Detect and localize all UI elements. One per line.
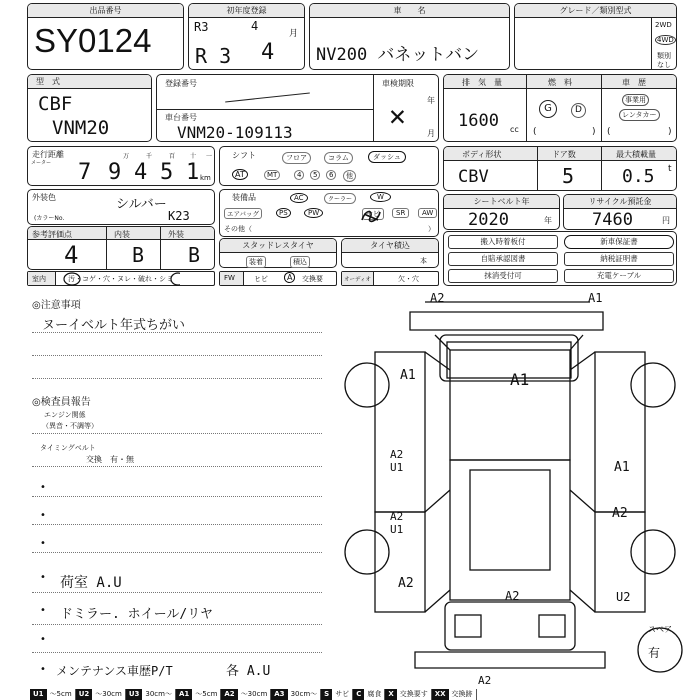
color-code: K23	[168, 209, 190, 223]
legend-desc-u1: ～5cm	[47, 689, 76, 700]
grade-drive-divider	[651, 18, 652, 70]
body-divider-2	[601, 147, 602, 191]
spare-value: 有	[648, 646, 661, 660]
shift-label: シフト	[232, 151, 256, 160]
car-name-box	[309, 3, 510, 70]
displacement-unit: cc	[510, 125, 519, 134]
interior-score: B	[132, 243, 145, 267]
usage-rental: レンタカー	[619, 109, 660, 121]
legend-code-a2: A2	[221, 689, 237, 700]
reg-number-label: 登録番号	[165, 79, 197, 88]
equip-aw: AW	[418, 208, 437, 218]
color-code-label: (カラーNo.	[34, 215, 65, 222]
equip-airbag: エアバッグ	[224, 208, 262, 219]
insp-rule-5	[32, 552, 322, 553]
mileage-ichi: 一	[206, 153, 213, 160]
insp-rule-8	[32, 652, 322, 653]
mark-left-front-panel: A1	[400, 368, 416, 383]
notes-line-1: ヌーイベルト年式ちがい	[42, 318, 186, 333]
equipment-label: 装備品	[232, 193, 256, 202]
body-divider-1	[537, 147, 538, 191]
fw-strip-items: ヒビ	[254, 275, 268, 283]
legend-code-s: S	[321, 689, 332, 700]
mileage-digit-3: 4	[134, 160, 148, 185]
doc-charge-cable: 充電ケーブル	[564, 269, 674, 283]
mileage-man: 万	[123, 153, 130, 160]
mark-roof: A1	[510, 370, 530, 389]
type-nashi-label: なし	[657, 61, 671, 69]
mileage-digit-1: 7	[78, 160, 92, 185]
model-label: 型 式	[28, 75, 151, 89]
mileage-meter: メーター	[31, 160, 52, 166]
first-reg-month-unit: 月	[289, 29, 299, 39]
mark-right-rear-door: A2	[612, 506, 628, 521]
scores-divider-2	[160, 227, 161, 270]
first-reg-month: 4	[261, 40, 275, 65]
inspection-mark: ✕	[389, 99, 406, 132]
score-value: 4	[64, 241, 79, 269]
interior-strip	[27, 271, 215, 286]
lot-box	[27, 3, 184, 70]
tire-load-unit: 本	[420, 257, 427, 265]
scores-divider-1	[106, 227, 107, 270]
legend-desc-u2: ～30cm	[92, 689, 126, 700]
fw-strip-swap: 交換要	[302, 275, 323, 283]
spec-divider-2	[601, 75, 602, 142]
interior-circle-marks	[60, 272, 180, 286]
spec-box	[443, 74, 677, 142]
mileage-hyaku: 百	[169, 153, 176, 160]
studless-box	[219, 238, 337, 268]
equip-other-close: ）	[428, 225, 435, 233]
legend-desc-a1: ～5cm	[192, 689, 221, 700]
insp-rule-4	[32, 524, 322, 525]
inspection-month-unit: 月	[427, 129, 435, 138]
legend-desc-a2: ～30cm	[238, 689, 272, 700]
shift-column: コラム	[324, 152, 353, 164]
legend-code-u3: U3	[126, 689, 143, 700]
legend-desc-a3: 30cm～	[288, 689, 322, 700]
score-label: 参考評価点	[32, 230, 72, 239]
legend-desc-xx: 交換跡	[449, 689, 477, 700]
bullet-6: •	[40, 634, 46, 645]
notes-rule-2	[32, 355, 322, 356]
recycle-box	[563, 194, 677, 230]
belt-label: シートベルト年	[444, 195, 559, 209]
shift-box	[219, 146, 439, 186]
tire-load-label: タイヤ積込	[342, 239, 438, 253]
mileage-box	[27, 146, 215, 186]
timing-swap: 交換 有・無	[86, 455, 134, 464]
usage-commercial: 事業用	[622, 94, 649, 106]
body-type-label: ボディ形状	[462, 150, 502, 159]
belt-box	[443, 194, 560, 230]
interior-label: 内装	[114, 230, 130, 239]
chassis-label: 車台番号	[165, 113, 197, 122]
doors-value: 5	[562, 164, 575, 188]
first-reg-month-mark: 4	[251, 19, 259, 33]
doors-label: ドア数	[552, 150, 576, 159]
equip-sr: SR	[392, 208, 409, 218]
spec-divider-1	[526, 75, 527, 142]
legend-code-x: X	[385, 689, 396, 700]
grade-label: グレード／類別型式	[515, 4, 676, 18]
insp-rule-6	[32, 592, 322, 593]
legend-code-a1: A1	[176, 689, 192, 700]
mark-left-front-door: A2 U1	[390, 448, 404, 474]
belt-value: 2020	[468, 210, 509, 230]
color-value: シルバー	[116, 197, 167, 212]
bullet-5: •	[40, 605, 46, 616]
car-name-label: 車 名	[310, 4, 509, 18]
shift-other: 他	[343, 170, 356, 182]
inspector-title: ◎検査員報告	[32, 397, 91, 408]
car-name-value: NV200 バネットバン	[316, 45, 480, 65]
legend-code-xx: XX	[432, 689, 449, 700]
legend-code-u2: U2	[76, 689, 93, 700]
bullet-2: •	[40, 510, 46, 521]
mark-left-rear-fender: A2	[398, 576, 414, 591]
equip-navi: ナビ	[362, 208, 384, 220]
displacement-label: 排 気 量	[462, 78, 502, 87]
mark-front-left: A2	[430, 291, 445, 305]
grade-box	[514, 3, 677, 70]
usage-label: 車 歴	[622, 78, 646, 87]
usage-paren-close: )	[668, 127, 672, 137]
first-reg-era: R3	[194, 20, 209, 34]
insp-rule-3	[32, 496, 322, 497]
fw-strip-circle: A	[284, 272, 295, 283]
engine-sub: （異音・不調等）	[42, 422, 98, 430]
maint-line: メンテナンス車歴P/T	[56, 664, 173, 678]
mark-front-right: A1	[588, 291, 603, 305]
equip-w: W	[370, 192, 391, 202]
model-value-2: VNM20	[52, 117, 110, 139]
mirror-line: ドミラー. ホイール/リヤ	[60, 607, 213, 622]
navi-scribble	[358, 204, 384, 226]
insp-rule-1	[32, 433, 322, 434]
fuel-label: 燃 料	[548, 78, 572, 87]
audio-strip-items: 欠・穴	[398, 275, 419, 283]
cargo-line: 荷室 A.U	[60, 575, 122, 591]
inspection-label: 車検期限	[382, 79, 414, 88]
model-value: CBF	[38, 93, 73, 115]
shift-dash: ダッシュ	[368, 151, 406, 163]
fuel-paren-open: (	[533, 127, 537, 137]
bullet-7: •	[40, 664, 46, 675]
mileage-unit: km	[200, 174, 211, 182]
color-box	[27, 189, 215, 225]
doc-delivery: 搬入時着板付	[448, 235, 558, 249]
legend-desc-s: サビ	[332, 689, 353, 700]
shift-4: 4	[294, 170, 304, 180]
mark-left-rear-door: A2 U1	[390, 510, 404, 536]
shift-mt: MT	[264, 170, 280, 180]
type-code-label: 類別	[657, 52, 671, 60]
equip-pw: PW	[304, 208, 323, 218]
recycle-value: 7460	[592, 210, 633, 230]
model-box	[27, 74, 152, 142]
mark-rear-gate: A2	[505, 589, 520, 603]
fw-strip	[219, 271, 337, 286]
car-damage-diagram	[335, 290, 695, 688]
insp-rule-2	[32, 466, 322, 467]
doc-cancel: 抹消受付可	[448, 269, 558, 283]
equip-cooler: クーラー	[324, 193, 356, 204]
doc-tax: 納税証明書	[564, 252, 674, 266]
usage-paren-open: (	[607, 127, 611, 137]
mark-right-rear-fender: U2	[616, 590, 631, 604]
capacity-value: 0.5	[622, 166, 655, 187]
engine-label: エンジン関係	[44, 411, 86, 419]
doc-liability: 自賠承認図書	[448, 252, 558, 266]
bullet-1: •	[40, 482, 46, 493]
capacity-unit: t	[668, 164, 672, 174]
legend-code-a3: A3	[271, 689, 287, 700]
color-label: 外装色	[32, 193, 56, 202]
recycle-unit: 円	[662, 216, 670, 225]
bullet-4: •	[40, 572, 46, 583]
tire-load-box	[341, 238, 439, 268]
shift-at: AT	[232, 169, 248, 180]
legend-code-u1: U1	[30, 689, 47, 700]
docs-box	[443, 231, 677, 286]
shift-5: 5	[310, 170, 320, 180]
bullet-3: •	[40, 538, 46, 549]
equip-ps: PS	[276, 208, 291, 218]
spare-label: スペア	[648, 625, 672, 634]
inspection-divider	[373, 75, 374, 142]
mileage-digit-5: 1	[186, 160, 200, 185]
mileage-digit-2: 9	[108, 160, 122, 185]
mark-rear-bumper: A2	[478, 674, 492, 687]
audio-strip	[341, 271, 439, 286]
equipment-box	[219, 189, 439, 237]
notes-title: ◎注意事項	[32, 300, 81, 311]
legend-desc-x: 交換要す	[397, 689, 432, 700]
drive-2wd: 2WD	[655, 21, 672, 29]
registration-box	[156, 74, 439, 142]
notes-rule-3	[32, 378, 322, 379]
scores-box	[27, 226, 215, 270]
fuel-d: D	[571, 103, 586, 118]
recycle-label: リサイクル預託金	[564, 195, 676, 209]
equip-other-label: その他（	[224, 225, 252, 233]
displacement-value: 1600	[458, 111, 499, 131]
legend-desc-c: 腐食	[364, 689, 385, 700]
timing-label: タイミングベルト	[40, 444, 96, 452]
fw-strip-label: FW	[224, 274, 235, 282]
mileage-label: 走行距離	[32, 150, 64, 159]
body-box	[443, 146, 677, 191]
studless-label: スタッドレスタイヤ	[220, 239, 336, 253]
insp-rule-7	[32, 624, 322, 625]
mileage-juu: 十	[190, 153, 197, 160]
mileage-sen: 千	[146, 153, 153, 160]
notes-rule-1	[32, 332, 322, 333]
exterior-score: B	[188, 243, 201, 267]
mileage-digit-4: 5	[160, 160, 174, 185]
reg-row-divider	[157, 109, 373, 110]
legend-desc-u3: 30cm～	[142, 689, 176, 700]
studless-loaded: 積込	[290, 256, 310, 268]
reg-number-dash	[225, 93, 310, 103]
damage-legend	[30, 689, 700, 700]
audio-strip-label: オーディオ	[344, 277, 372, 283]
equip-ac: AC	[290, 193, 308, 203]
legend-code-c: C	[353, 689, 364, 700]
lot-label: 出品番号	[28, 4, 183, 18]
interior-strip-label: 室内	[32, 275, 46, 283]
body-type-value: CBV	[458, 167, 489, 187]
interior-strip-items: 汚・コゲ・穴・ヌレ・破れ・シミ	[68, 275, 173, 283]
doc-warranty: 新車保証書	[564, 235, 674, 249]
fuel-paren-close: )	[592, 127, 596, 137]
shift-6: 6	[326, 170, 336, 180]
first-reg-box	[188, 3, 305, 70]
inspection-year-unit: 年	[427, 96, 435, 105]
first-reg-label: 初年度登録	[189, 4, 304, 18]
lot-number: SY0124	[34, 22, 152, 59]
first-reg-year: R 3	[195, 44, 232, 68]
studless-equipped: 装着	[246, 256, 266, 268]
capacity-label: 最大積載量	[616, 150, 656, 159]
belt-unit: 年	[544, 216, 552, 225]
maint-line-value: 各 A.U	[226, 664, 271, 679]
drive-4wd: 4WD	[657, 36, 674, 44]
mark-right-door: A1	[614, 460, 630, 475]
fuel-g: G	[539, 100, 557, 118]
exterior-label: 外装	[168, 230, 184, 239]
chassis-value: VNM20-109113	[177, 123, 293, 142]
shift-floor: フロア	[282, 152, 311, 164]
